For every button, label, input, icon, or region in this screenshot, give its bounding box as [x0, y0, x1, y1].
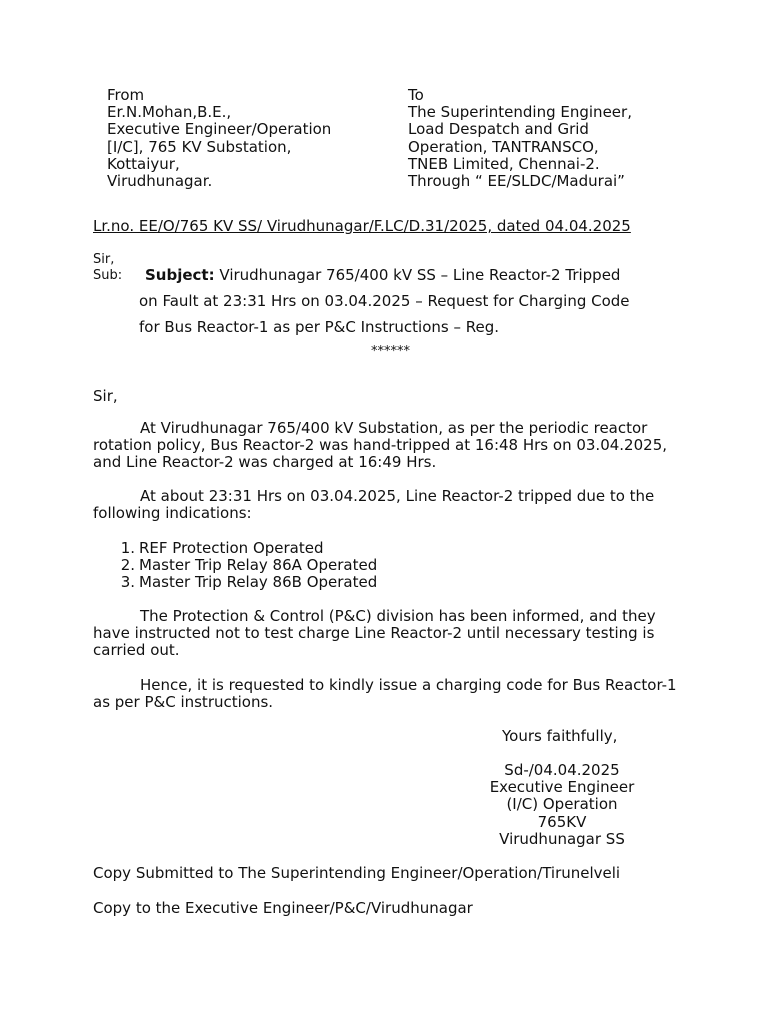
- to-line: Through “ EE/SLDC/Madurai”: [408, 172, 625, 191]
- subject-text-1: Virudhunagar 765/400 kV SS – Line Reactor-2 Tripped: [219, 266, 621, 284]
- signature-line: 765KV: [537, 812, 587, 831]
- from-heading: From: [107, 86, 145, 104]
- signature-line: (I/C) Operation: [506, 795, 618, 814]
- subject-line-1: [145, 266, 620, 284]
- to-line: Operation, TANTRANSCO,: [408, 137, 599, 156]
- from-line: [I/C], 765 KV Substation,: [107, 137, 292, 156]
- copy-to-superintending-engineer: Copy Submitted to The Superintending Engineer/Operation/Tirunelveli: [93, 864, 621, 882]
- subject-line-3: for Bus Reactor-1 as per P&C Instructions – Reg.: [139, 318, 500, 336]
- list-item-text: REF Protection Operated: [139, 539, 324, 557]
- list-item-number: 2.: [120, 555, 135, 574]
- to-heading: To: [408, 86, 424, 104]
- from-line: Executive Engineer/Operation: [107, 120, 332, 139]
- to-block: [408, 87, 632, 190]
- paragraph-2: [93, 488, 693, 522]
- from-line: Kottaiyur,: [107, 154, 180, 173]
- subject-line-2: on Fault at 23:31 Hrs on 03.04.2025 – Request for Charging Code: [139, 292, 630, 310]
- paragraph-4-text: Hence, it is requested to kindly issue a charging code for Bus Reactor-1 as per P&C instructions.: [93, 676, 677, 712]
- sir-label-small: Sir,: [93, 252, 115, 267]
- from-line: Virudhunagar.: [107, 172, 213, 191]
- to-line: The Superintending Engineer,: [408, 103, 632, 122]
- signature-line: Virudhunagar SS: [499, 829, 625, 848]
- list-item: [111, 540, 377, 557]
- paragraph-1-text: At Virudhunagar 765/400 kV Substation, as per the periodic reactor rotation policy, Bus Reactor-2 was hand-tripped at 16:48 Hrs on 03.04.2025, and Line Reactor-2 was charged at 16:49 Hrs.: [93, 419, 667, 472]
- list-item-text: Master Trip Relay 86B Operated: [139, 572, 378, 591]
- signature-block: [472, 762, 652, 848]
- copy-to-executive-engineer: Copy to the Executive Engineer/P&C/Virudhunagar: [93, 899, 473, 917]
- reference-number: Lr.no. EE/O/765 KV SS/ Virudhunagar/F.LC/D.31/2025, dated 04.04.2025: [93, 217, 631, 235]
- list-item: [111, 557, 377, 574]
- list-item-text: Master Trip Relay 86A Operated: [139, 555, 378, 574]
- paragraph-3-text: The Protection & Control (P&C) division has been informed, and they have instructed not to test charge Line Reactor-2 until necessary testing is carried out.: [93, 607, 656, 660]
- paragraph-2-text: At about 23:31 Hrs on 03.04.2025, Line Reactor-2 tripped due to the following indications:: [93, 487, 655, 523]
- to-line: Load Despatch and Grid: [408, 120, 589, 139]
- paragraph-1: [93, 420, 693, 472]
- paragraph-4: [93, 677, 693, 711]
- to-line: TNEB Limited, Chennai-2.: [408, 154, 600, 173]
- closing: Yours faithfully,: [502, 727, 618, 745]
- salutation: Sir,: [93, 387, 118, 405]
- separator: ******: [371, 344, 410, 359]
- indications-list: [111, 540, 377, 590]
- list-item: [111, 574, 377, 591]
- list-item-number: 3.: [120, 572, 135, 591]
- subject-label: Subject:: [145, 266, 215, 284]
- sub-label: Sub:: [93, 268, 123, 283]
- signature-line: Executive Engineer: [489, 778, 635, 797]
- signature-line: Sd-/04.04.2025: [504, 761, 620, 779]
- list-item-number: 1.: [120, 539, 135, 557]
- paragraph-3: [93, 608, 693, 660]
- from-block: [107, 87, 331, 190]
- from-line: Er.N.Mohan,B.E.,: [107, 103, 232, 122]
